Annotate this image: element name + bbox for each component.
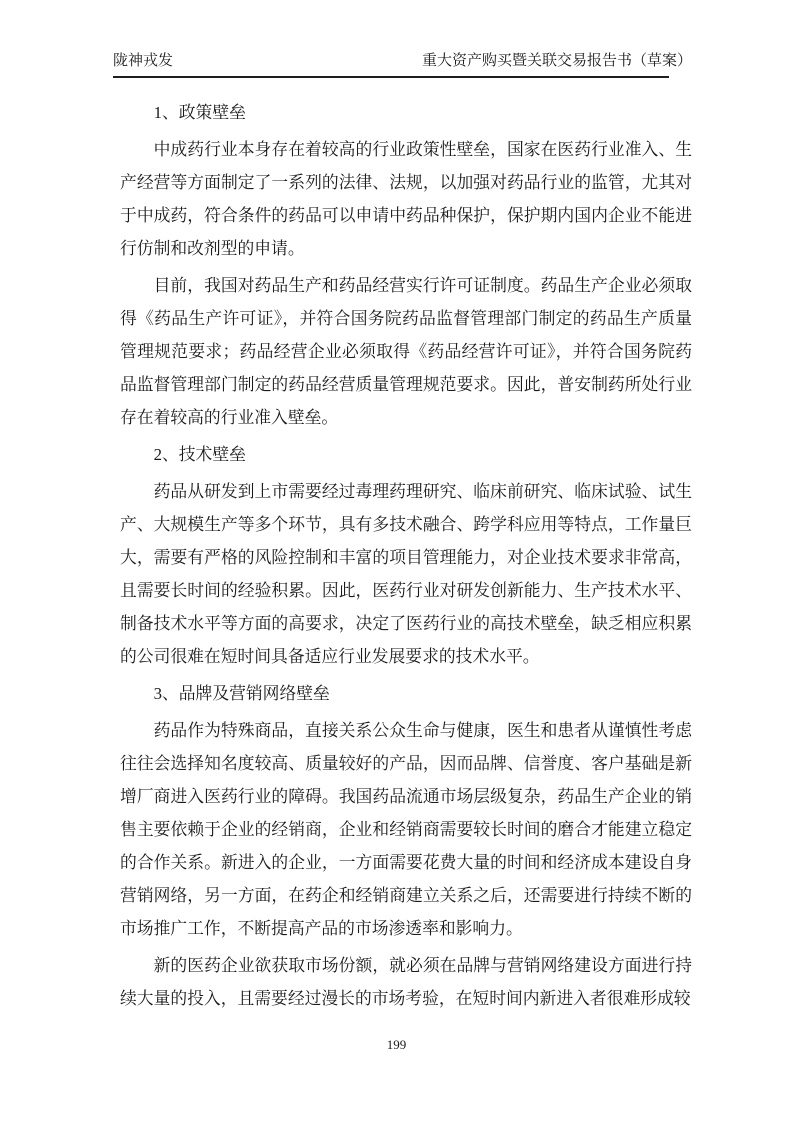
section-heading-policy-barrier: 1、政策壁垒 xyxy=(153,103,246,122)
header-report-title: 重大资产购买暨关联交易报告书（草案） xyxy=(421,53,692,69)
paragraph: 新的医药企业欲获取市场份额，就必须在品牌与营销网络建设方面进行持续大量的投入，且需要经过漫长的市场考验，在短时间内新进入者很难形成较 xyxy=(120,956,692,1008)
paragraph: 药品从研发到上市需要经过毒理药理研究、临床前研究、临床试验、试生产、大规模生产等多个环节，具有多技术融合、跨学科应用等特点，工作量巨大，需要有严格的风险控制和丰富的项目管理能力，对企业技术要求非常高，且需要长时间的经验积累。因此，医药行业对研发创新能力、生产技术水平、制备技术水平等方面的高要求，决定了医药行业的高技术壁垒，缺乏相应积累的公司很难在短时间具备适应行业发展要求的技术水平。 xyxy=(120,482,692,666)
paragraph: 目前，我国对药品生产和药品经营实行许可证制度。药品生产企业必须取得《药品生产许可证》，并符合国务院药品监督管理部门制定的药品生产质量管理规范要求；药品经营企业必须取得《药品经营许可证》，并符合国务院药品监督管理部门制定的药品经营质量管理规范要求。因此，普安制药所处行业存在着较高的行业准入壁垒。 xyxy=(120,276,692,427)
section-heading-brand-network-barrier: 3、品牌及营销网络壁垒 xyxy=(153,684,330,703)
page-header xyxy=(113,51,692,71)
section-heading-technology-barrier: 2、技术壁垒 xyxy=(153,445,246,464)
paragraph: 中成药行业本身存在着较高的行业政策性壁垒，国家在医药行业准入、生产经营等方面制定了一系列的法律、法规，以加强对药品行业的监管，尤其对于中成药，符合条件的药品可以申请中药品种保护，保护期内国内企业不能进行仿制和改剂型的申请。 xyxy=(120,140,692,258)
header-divider xyxy=(113,76,669,78)
document-body xyxy=(120,92,692,1019)
paragraph: 药品作为特殊商品，直接关系公众生命与健康，医生和患者从谨慎性考虑往往会选择知名度较高、质量较好的产品，因而品牌、信誉度、客户基础是新增厂商进入医药行业的障碍。我国药品流通市场层级复杂，药品生产企业的销售主要依赖于企业的经销商，企业和经销商需要较长时间的磨合才能建立稳定的合作关系。新进入的企业，一方面需要花费大量的时间和经济成本建设自身营销网络，另一方面，在药企和经销商建立关系之后，还需要进行持续不断的市场推广工作，不断提高产品的市场渗透率和影响力。 xyxy=(120,721,692,938)
header-company-name: 陇神戎发 xyxy=(113,53,174,69)
page-number: 199 xyxy=(386,1037,407,1052)
